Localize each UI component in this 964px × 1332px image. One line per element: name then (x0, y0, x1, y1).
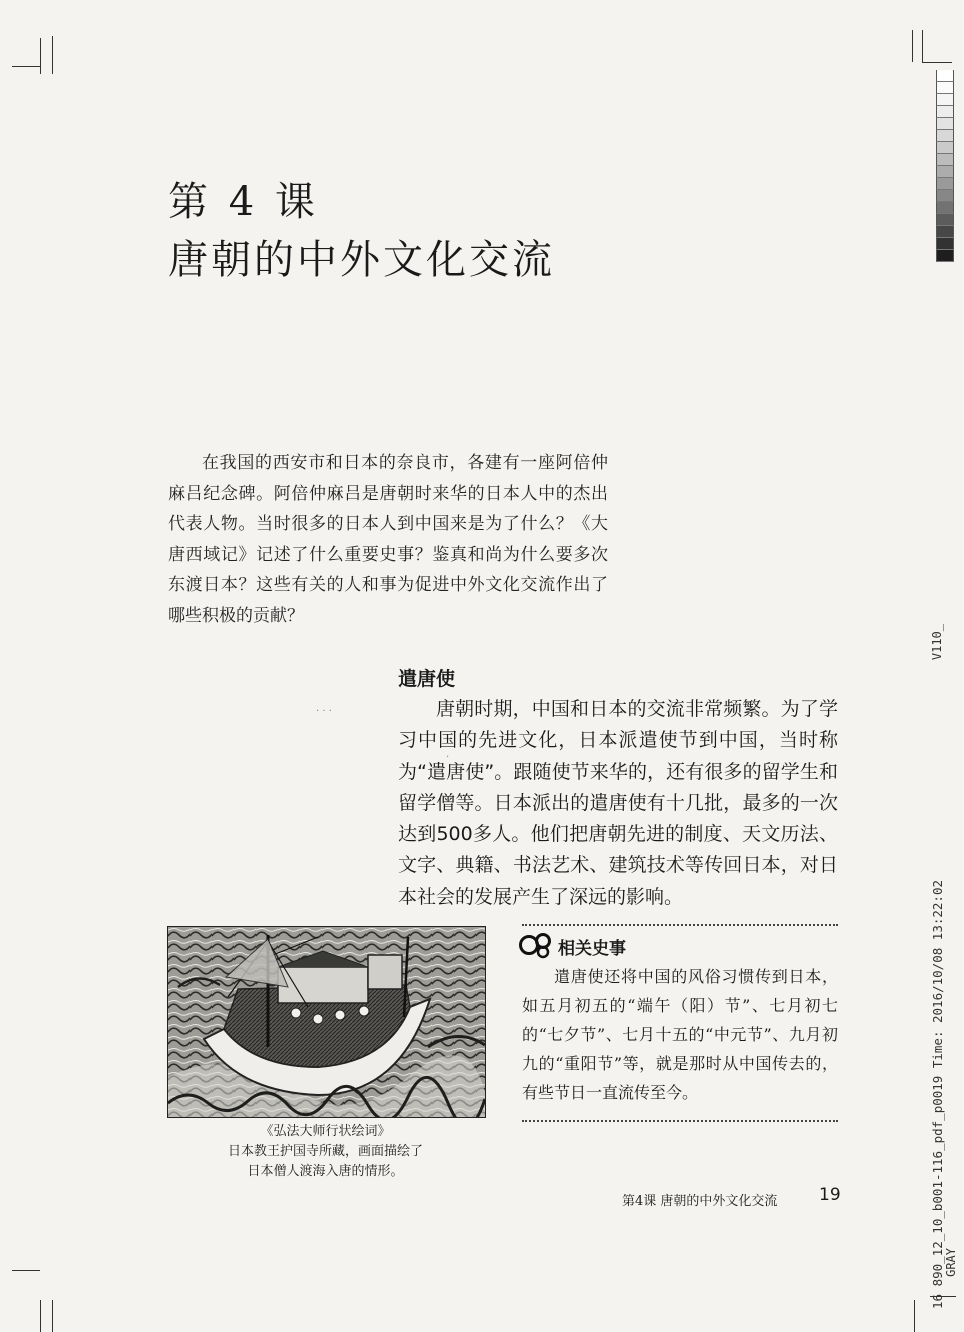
print-info: 16 890_12_10_b001-116_pdf_p0019 Time: 2016/10/08 13:22:02 (930, 880, 945, 1309)
box-bottom-rule (522, 1120, 838, 1122)
figure-caption (167, 1122, 484, 1182)
grayscale-calibration-strip (936, 70, 954, 262)
page-number: 19 (819, 1185, 841, 1205)
box-body-text: 遣唐使还将中国的风俗习惯传到日本，如五月初五的“端午（阳）节”、七月初七的“七夕节”、七月十五的“中元节”、九月初九的“重阳节”等，就是那时从中国传去的，有些节日一直流传至今。 (522, 967, 838, 1102)
intro-text: 在我国的西安市和日本的奈良市，各建有一座阿倍仲麻吕纪念碑。阿倍仲麻吕是唐朝时来华的日本人中的杰出代表人物。当时很多的日本人到中国来是为了什么？《大唐西域记》记述了什么重要史事？鉴真和尚为什么要多次东渡日本？这些有关的人和事为促进中外文化交流作出了哪些积极的贡献？ (168, 453, 608, 626)
crop-mark-top-left (12, 66, 40, 67)
section-body (398, 694, 838, 913)
box-body (522, 962, 838, 1107)
crop-mark-top-right (912, 30, 913, 62)
intro-paragraph (168, 448, 608, 631)
box-top-rule (522, 924, 838, 926)
crop-mark-bottom-left (12, 1270, 40, 1271)
footer-lesson-label: 第4课 唐朝的中外文化交流 (622, 1194, 778, 1209)
figure-caption-title: 《弘法大师行状绘词》 (260, 1124, 391, 1139)
gray-label: GRAY (944, 1248, 958, 1277)
figure-caption-line: 日本僧人渡海入唐的情形。 (247, 1164, 404, 1179)
crop-mark-bottom-left (52, 1300, 53, 1332)
crop-mark-bottom-right (914, 1300, 915, 1332)
section-heading: 遣唐使 (398, 668, 456, 690)
crop-mark-top-right (922, 30, 923, 62)
scan-speck: · · · (316, 706, 332, 717)
figure-caption-line: 日本教王护国寺所藏，画面描绘了 (227, 1144, 423, 1159)
margin-code: V110_ (930, 624, 944, 661)
crop-mark-top-left (40, 38, 41, 74)
crop-mark-top-right (922, 62, 952, 63)
ship-woodcut-image (168, 927, 485, 1117)
ship-illustration (167, 926, 486, 1118)
lesson-title: 唐朝的中外文化交流 (168, 237, 555, 283)
crop-mark-top-left (52, 36, 53, 74)
scan-speck: · (446, 752, 450, 763)
section-body-text: 唐朝时期，中国和日本的交流非常频繁。为了学习中国的先进文化，日本派遣使节到中国，当时称为“遣唐使”。跟随使节来华的，还有很多的留学生和留学僧等。日本派出的遣唐使有十几批，最多的一次达到500多人。他们把唐朝先进的制度、天文历法、文字、典籍、书法艺术、建筑技术等传回日本，对日本社会的发展产生了深远的影响。 (398, 698, 838, 908)
crop-mark-bottom-left (40, 1300, 41, 1332)
related-history-icon (519, 931, 553, 959)
lesson-number: 第 4 课 (168, 179, 319, 225)
box-title: 相关史事 (558, 939, 626, 959)
